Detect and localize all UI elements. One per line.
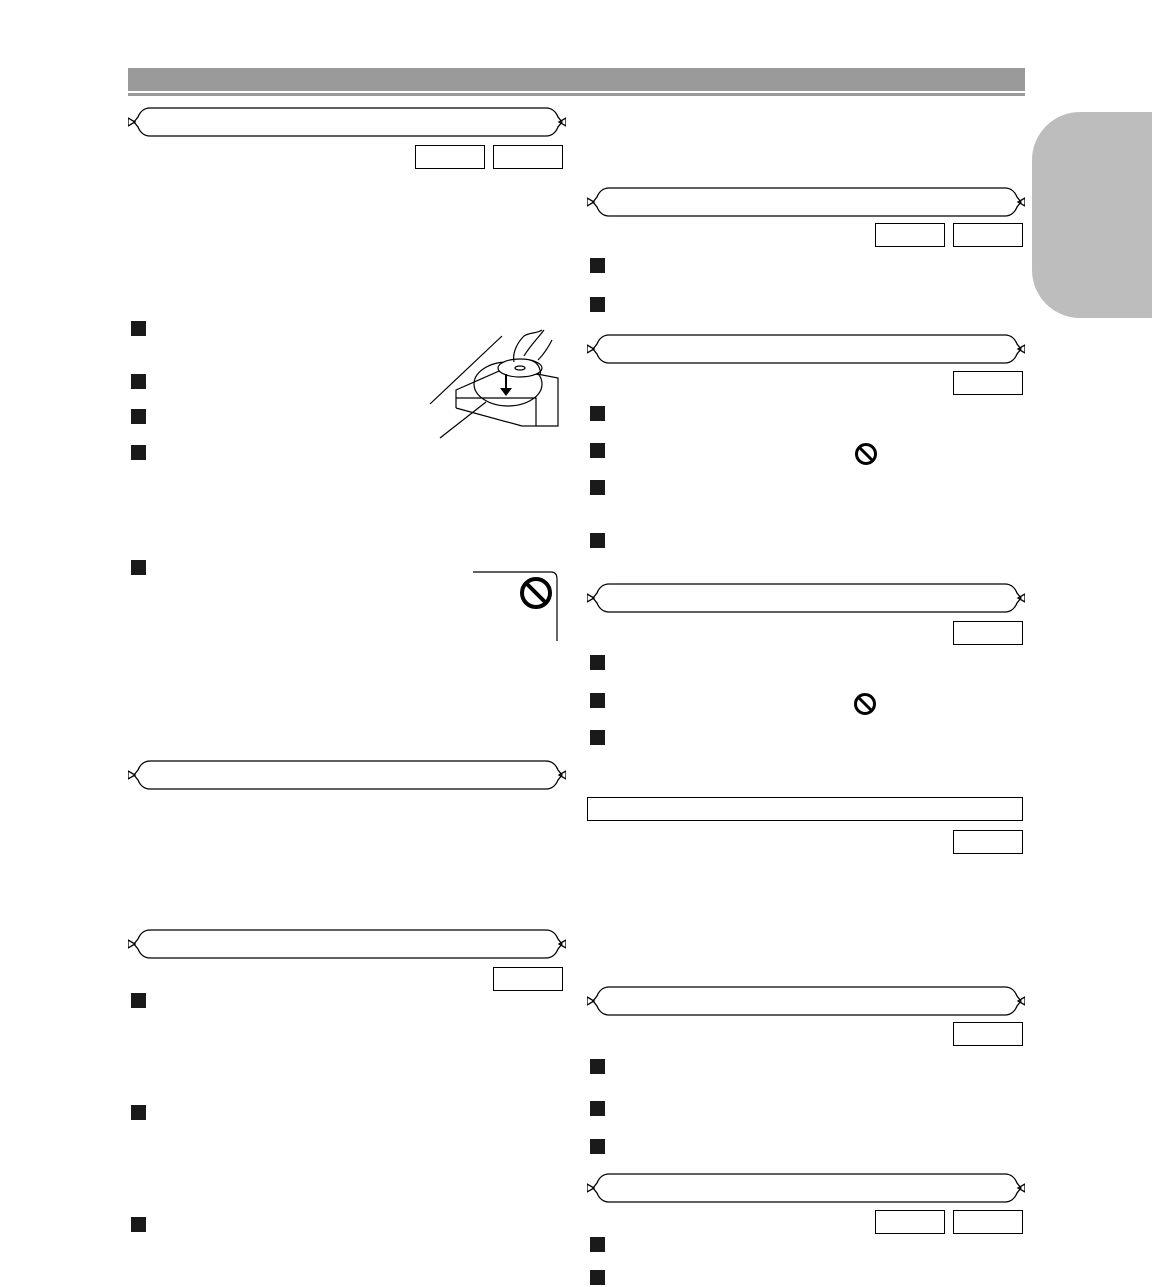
banner-rule — [128, 93, 1025, 96]
step-marker — [590, 1059, 605, 1074]
step-marker — [131, 1217, 146, 1232]
section-header-right-6 — [587, 1172, 1025, 1204]
disc-badge — [415, 145, 485, 169]
section-header-left-3 — [128, 928, 566, 960]
step-marker — [590, 1101, 605, 1116]
disc-badge — [493, 145, 563, 169]
step-marker — [131, 374, 146, 389]
step-marker — [590, 693, 605, 708]
prohibited-icon — [519, 576, 553, 610]
chapter-side-tab — [1032, 112, 1152, 318]
section-header-right-3 — [587, 582, 1025, 614]
disc-tray-illustration — [426, 326, 566, 442]
disc-badge — [875, 1210, 945, 1234]
step-marker — [590, 1139, 605, 1154]
step-marker — [590, 297, 605, 312]
step-marker — [590, 480, 605, 495]
step-marker — [131, 993, 146, 1008]
prohibited-icon — [853, 692, 877, 716]
section-header-boxed — [587, 797, 1023, 821]
step-marker — [590, 533, 605, 548]
section-header-left-2 — [128, 759, 566, 791]
section-header-left-1 — [128, 106, 566, 138]
step-marker — [131, 445, 146, 460]
disc-badge — [953, 223, 1023, 247]
disc-badge — [875, 223, 945, 247]
step-marker — [131, 409, 146, 424]
disc-badge — [953, 371, 1023, 395]
step-marker — [590, 443, 605, 458]
prohibited-icon — [854, 442, 878, 466]
disc-badge — [493, 967, 563, 991]
step-marker — [590, 730, 605, 745]
page-banner — [128, 68, 1025, 91]
step-marker — [590, 655, 605, 670]
step-marker — [590, 1270, 605, 1285]
step-marker — [131, 560, 146, 575]
section-header-right-2 — [587, 333, 1025, 365]
step-marker — [131, 1105, 146, 1120]
step-marker — [131, 321, 146, 336]
disc-badge — [953, 1022, 1023, 1046]
disc-badge — [953, 621, 1023, 645]
disc-badge — [953, 1210, 1023, 1234]
step-marker — [590, 406, 605, 421]
disc-badge — [953, 830, 1023, 854]
section-header-right-5 — [587, 985, 1025, 1017]
step-marker — [590, 258, 605, 273]
section-header-right-1 — [587, 186, 1025, 218]
step-marker — [590, 1237, 605, 1252]
